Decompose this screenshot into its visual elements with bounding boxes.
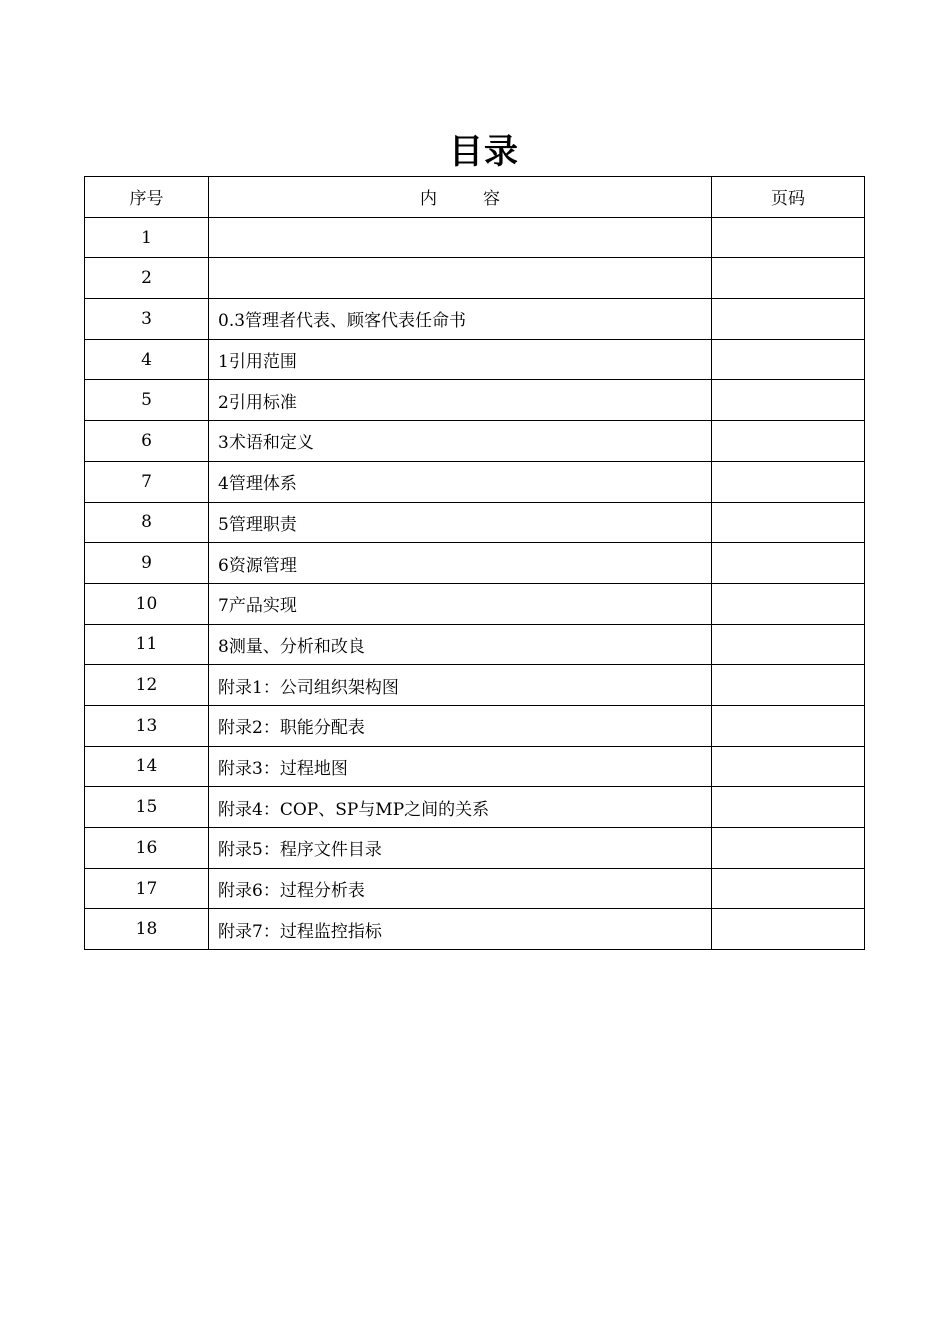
row-content: 7产品实现	[209, 583, 712, 624]
table-row	[85, 705, 865, 746]
table-row	[85, 421, 865, 462]
row-number: 10	[85, 583, 209, 624]
row-number: 3	[85, 299, 209, 340]
row-content: 1引用范围	[209, 339, 712, 380]
table-row	[85, 461, 865, 502]
table-row	[85, 339, 865, 380]
row-page	[712, 624, 865, 665]
row-content: 附录3：过程地图	[209, 746, 712, 787]
row-page	[712, 909, 865, 950]
table-row	[85, 624, 865, 665]
row-number: 14	[85, 746, 209, 787]
row-content: 6资源管理	[209, 543, 712, 584]
row-page	[712, 746, 865, 787]
header-content: 内容	[209, 177, 712, 218]
table-row	[85, 746, 865, 787]
row-page	[712, 665, 865, 706]
row-content: 2引用标准	[209, 380, 712, 421]
row-page	[712, 787, 865, 828]
table-row	[85, 543, 865, 584]
row-page	[712, 461, 865, 502]
table-row	[85, 787, 865, 828]
row-number: 8	[85, 502, 209, 543]
row-content: 附录1：公司组织架构图	[209, 665, 712, 706]
header-page: 页码	[712, 177, 865, 218]
row-content: 4管理体系	[209, 461, 712, 502]
row-number: 4	[85, 339, 209, 380]
row-content	[209, 258, 712, 299]
row-number: 15	[85, 787, 209, 828]
table-row	[85, 665, 865, 706]
row-page	[712, 421, 865, 462]
table-row	[85, 909, 865, 950]
header-number: 序号	[85, 177, 209, 218]
row-content: 附录2：职能分配表	[209, 705, 712, 746]
table-row	[85, 380, 865, 421]
row-content: 0.3管理者代表、顾客代表任命书	[209, 299, 712, 340]
row-content	[209, 217, 712, 258]
row-number: 7	[85, 461, 209, 502]
row-number: 1	[85, 217, 209, 258]
table-row	[85, 868, 865, 909]
row-content: 附录6：过程分析表	[209, 868, 712, 909]
row-number: 16	[85, 828, 209, 869]
row-number: 9	[85, 543, 209, 584]
row-content: 3术语和定义	[209, 421, 712, 462]
row-content: 5管理职责	[209, 502, 712, 543]
table-row	[85, 258, 865, 299]
table-row	[85, 828, 865, 869]
row-page	[712, 380, 865, 421]
row-number: 6	[85, 421, 209, 462]
row-page	[712, 258, 865, 299]
row-page	[712, 583, 865, 624]
row-number: 13	[85, 705, 209, 746]
row-number: 5	[85, 380, 209, 421]
row-content: 附录7：过程监控指标	[209, 909, 712, 950]
table-row	[85, 583, 865, 624]
row-page	[712, 299, 865, 340]
row-page	[712, 543, 865, 584]
row-content: 附录4：COP、SP与MP之间的关系	[209, 787, 712, 828]
table-row	[85, 217, 865, 258]
row-page	[712, 705, 865, 746]
row-page	[712, 868, 865, 909]
row-page	[712, 828, 865, 869]
row-number: 18	[85, 909, 209, 950]
row-page	[712, 339, 865, 380]
toc-body	[85, 217, 865, 949]
row-number: 12	[85, 665, 209, 706]
row-content: 附录5：程序文件目录	[209, 828, 712, 869]
row-page	[712, 502, 865, 543]
row-page	[712, 217, 865, 258]
row-number: 2	[85, 258, 209, 299]
toc-table	[84, 176, 865, 950]
page-title: 目录	[449, 132, 519, 172]
table-row	[85, 502, 865, 543]
row-number: 17	[85, 868, 209, 909]
row-content: 8测量、分析和改良	[209, 624, 712, 665]
table-header-row	[85, 177, 865, 218]
table-row	[85, 299, 865, 340]
row-number: 11	[85, 624, 209, 665]
